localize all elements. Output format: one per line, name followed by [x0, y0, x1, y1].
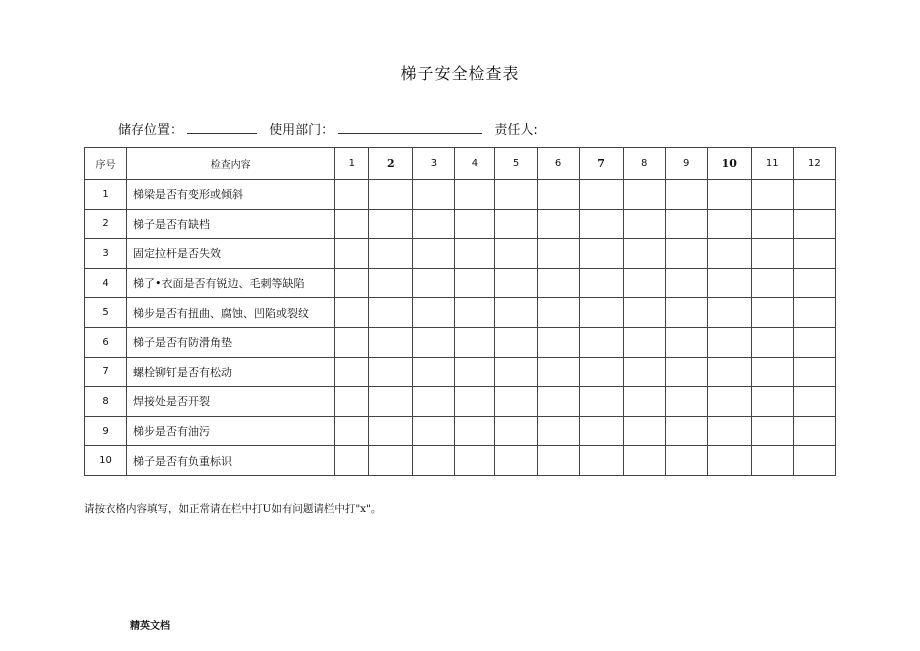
check-cell[interactable]: [455, 446, 495, 476]
header-content: 检查内容: [127, 148, 335, 180]
check-cell[interactable]: [537, 298, 579, 328]
row-seq: 6: [85, 327, 127, 357]
check-cell[interactable]: [623, 387, 665, 417]
department-label: 使用部门：: [269, 123, 335, 138]
check-cell[interactable]: [335, 446, 369, 476]
check-cell[interactable]: [623, 446, 665, 476]
check-cell[interactable]: [495, 209, 537, 239]
info-line: [118, 119, 538, 138]
check-cell[interactable]: [665, 357, 707, 387]
check-cell[interactable]: [579, 416, 623, 446]
check-cell[interactable]: [455, 357, 495, 387]
row-content: 焊接处是否开裂: [127, 387, 335, 417]
check-cell[interactable]: [335, 298, 369, 328]
check-cell[interactable]: [751, 387, 793, 417]
check-cell[interactable]: [413, 268, 455, 298]
check-cell[interactable]: [665, 298, 707, 328]
header-col: 8: [623, 148, 665, 180]
check-cell[interactable]: [335, 387, 369, 417]
row-content: 梯梁是否有变形或倾斜: [127, 180, 335, 210]
check-cell[interactable]: [335, 327, 369, 357]
check-cell[interactable]: [369, 298, 413, 328]
row-content: 梯步是否有扭曲、腐蚀、凹陷或裂纹: [127, 298, 335, 328]
check-cell[interactable]: [335, 239, 369, 269]
responsible-person-label: 责任人:: [494, 123, 538, 138]
check-cell[interactable]: [793, 387, 835, 417]
check-cell[interactable]: [707, 357, 751, 387]
check-cell[interactable]: [495, 268, 537, 298]
header-col: 1: [335, 148, 369, 180]
table-row: [85, 357, 836, 387]
check-cell[interactable]: [707, 209, 751, 239]
check-cell[interactable]: [751, 239, 793, 269]
table-row: [85, 209, 836, 239]
check-cell[interactable]: [623, 239, 665, 269]
table-header-row: [85, 148, 836, 180]
check-cell[interactable]: [665, 268, 707, 298]
table-row: [85, 416, 836, 446]
storage-location-label: 储存位置：: [118, 123, 184, 138]
row-content: 螺栓铆钉是否有松动: [127, 357, 335, 387]
header-col: 6: [537, 148, 579, 180]
check-cell[interactable]: [751, 180, 793, 210]
check-cell[interactable]: [413, 298, 455, 328]
check-cell[interactable]: [413, 209, 455, 239]
check-cell[interactable]: [579, 209, 623, 239]
header-col: 3: [413, 148, 455, 180]
check-cell[interactable]: [579, 298, 623, 328]
row-seq: 5: [85, 298, 127, 328]
header-col: 10: [707, 148, 751, 180]
table-row: [85, 446, 836, 476]
row-content: 固定拉杆是否失效: [127, 239, 335, 269]
check-cell[interactable]: [623, 180, 665, 210]
check-cell[interactable]: [751, 209, 793, 239]
row-seq: 9: [85, 416, 127, 446]
check-cell[interactable]: [793, 268, 835, 298]
check-cell[interactable]: [579, 387, 623, 417]
row-seq: 7: [85, 357, 127, 387]
check-cell[interactable]: [665, 446, 707, 476]
table-row: [85, 268, 836, 298]
check-cell[interactable]: [369, 239, 413, 269]
check-cell[interactable]: [369, 268, 413, 298]
header-col: 5: [495, 148, 537, 180]
footer-text: 精英文档: [130, 621, 170, 632]
row-content: 梯子是否有防滑角垫: [127, 327, 335, 357]
check-cell[interactable]: [369, 446, 413, 476]
check-cell[interactable]: [707, 327, 751, 357]
check-cell[interactable]: [495, 180, 537, 210]
check-cell[interactable]: [751, 268, 793, 298]
check-cell[interactable]: [455, 327, 495, 357]
check-cell[interactable]: [335, 180, 369, 210]
check-cell[interactable]: [455, 180, 495, 210]
header-col: 11: [751, 148, 793, 180]
check-cell[interactable]: [537, 387, 579, 417]
check-cell[interactable]: [623, 268, 665, 298]
check-cell[interactable]: [455, 416, 495, 446]
check-cell[interactable]: [413, 357, 455, 387]
check-cell[interactable]: [793, 209, 835, 239]
check-cell[interactable]: [369, 209, 413, 239]
header-col: 4: [455, 148, 495, 180]
check-cell[interactable]: [707, 446, 751, 476]
check-cell[interactable]: [665, 416, 707, 446]
check-cell[interactable]: [579, 446, 623, 476]
check-cell[interactable]: [495, 327, 537, 357]
row-content: 梯子是否有负重标识: [127, 446, 335, 476]
check-cell[interactable]: [455, 387, 495, 417]
check-cell[interactable]: [665, 327, 707, 357]
check-cell[interactable]: [495, 239, 537, 269]
check-cell[interactable]: [537, 446, 579, 476]
check-cell[interactable]: [495, 298, 537, 328]
row-content: 梯子是否有缺档: [127, 209, 335, 239]
check-cell[interactable]: [707, 268, 751, 298]
check-cell[interactable]: [537, 180, 579, 210]
check-cell[interactable]: [623, 357, 665, 387]
check-cell[interactable]: [579, 327, 623, 357]
check-cell[interactable]: [707, 387, 751, 417]
header-col: 2: [369, 148, 413, 180]
check-cell[interactable]: [335, 357, 369, 387]
check-cell[interactable]: [369, 180, 413, 210]
check-cell[interactable]: [413, 239, 455, 269]
check-cell[interactable]: [495, 446, 537, 476]
check-cell[interactable]: [665, 239, 707, 269]
header-col: 12: [793, 148, 835, 180]
check-cell[interactable]: [707, 298, 751, 328]
check-cell[interactable]: [793, 327, 835, 357]
check-cell[interactable]: [369, 416, 413, 446]
check-cell[interactable]: [369, 357, 413, 387]
check-cell[interactable]: [665, 209, 707, 239]
check-cell[interactable]: [537, 327, 579, 357]
check-cell[interactable]: [793, 416, 835, 446]
check-cell[interactable]: [413, 446, 455, 476]
check-cell[interactable]: [413, 416, 455, 446]
check-cell[interactable]: [369, 327, 413, 357]
document-title: 梯子安全检查表: [400, 64, 520, 83]
check-cell[interactable]: [579, 357, 623, 387]
check-cell[interactable]: [413, 180, 455, 210]
check-cell[interactable]: [579, 180, 623, 210]
row-content: 梯步是否有油污: [127, 416, 335, 446]
row-seq: 1: [85, 180, 127, 210]
check-cell[interactable]: [579, 268, 623, 298]
check-cell[interactable]: [495, 416, 537, 446]
check-cell[interactable]: [665, 387, 707, 417]
check-cell[interactable]: [579, 239, 623, 269]
table-row: [85, 387, 836, 417]
check-cell[interactable]: [369, 387, 413, 417]
check-cell[interactable]: [751, 357, 793, 387]
table-row: [85, 298, 836, 328]
check-cell[interactable]: [751, 298, 793, 328]
check-cell[interactable]: [623, 327, 665, 357]
check-cell[interactable]: [793, 446, 835, 476]
check-cell[interactable]: [707, 416, 751, 446]
row-content: 梯了•衣面是否有锐边、毛刺等缺陷: [127, 268, 335, 298]
check-cell[interactable]: [751, 446, 793, 476]
check-cell[interactable]: [455, 209, 495, 239]
check-cell[interactable]: [335, 268, 369, 298]
check-cell[interactable]: [793, 180, 835, 210]
table-row: [85, 180, 836, 210]
row-seq: 4: [85, 268, 127, 298]
table-row: [85, 327, 836, 357]
check-cell[interactable]: [413, 387, 455, 417]
check-cell[interactable]: [495, 387, 537, 417]
check-cell[interactable]: [537, 357, 579, 387]
check-cell[interactable]: [537, 239, 579, 269]
instruction-note: 请按衣格内容填写，如正常请在栏中打U如有问题请栏中打"x"。: [84, 503, 382, 515]
check-cell[interactable]: [707, 239, 751, 269]
header-col: 7: [579, 148, 623, 180]
row-seq: 8: [85, 387, 127, 417]
check-cell[interactable]: [751, 327, 793, 357]
row-seq: 3: [85, 239, 127, 269]
table-row: [85, 239, 836, 269]
check-cell[interactable]: [335, 209, 369, 239]
check-cell[interactable]: [413, 327, 455, 357]
check-cell[interactable]: [537, 416, 579, 446]
check-cell[interactable]: [335, 416, 369, 446]
check-cell[interactable]: [623, 298, 665, 328]
department-blank[interactable]: [338, 121, 482, 134]
inspection-table: [84, 147, 836, 476]
check-cell[interactable]: [495, 357, 537, 387]
header-col: 9: [665, 148, 707, 180]
check-cell[interactable]: [793, 239, 835, 269]
check-cell[interactable]: [707, 180, 751, 210]
check-cell[interactable]: [623, 416, 665, 446]
check-cell[interactable]: [623, 209, 665, 239]
check-cell[interactable]: [455, 268, 495, 298]
check-cell[interactable]: [793, 357, 835, 387]
check-cell[interactable]: [537, 209, 579, 239]
row-seq: 10: [85, 446, 127, 476]
check-cell[interactable]: [751, 416, 793, 446]
row-seq: 2: [85, 209, 127, 239]
check-cell[interactable]: [455, 298, 495, 328]
storage-location-blank[interactable]: [187, 121, 257, 134]
header-seq: 序号: [85, 148, 127, 180]
check-cell[interactable]: [793, 298, 835, 328]
check-cell[interactable]: [537, 268, 579, 298]
check-cell[interactable]: [665, 180, 707, 210]
check-cell[interactable]: [455, 239, 495, 269]
